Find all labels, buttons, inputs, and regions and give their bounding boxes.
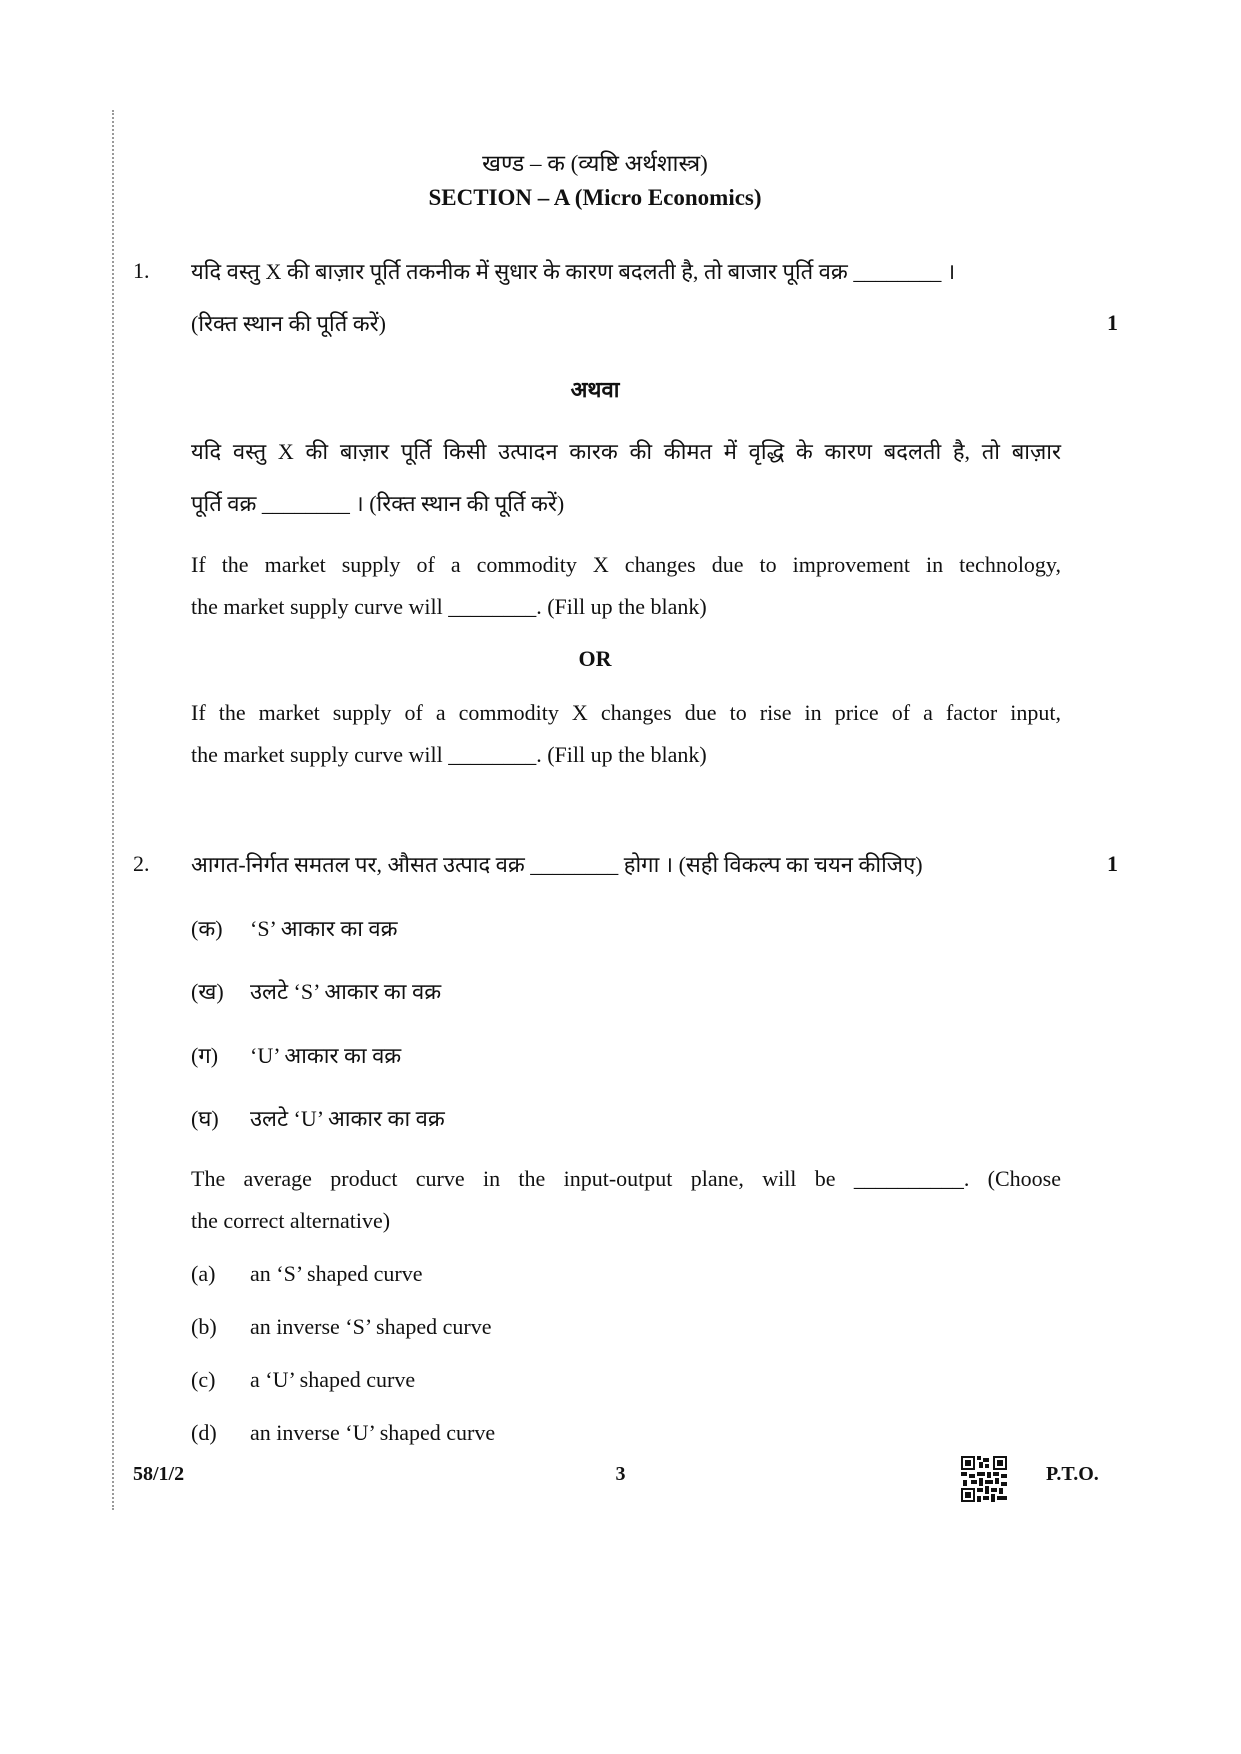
option-english-label: (c) bbox=[191, 1367, 216, 1392]
question-1-hindi-line-2: (रिक्त स्थान की पूर्ति करें) bbox=[191, 311, 386, 336]
option-hindi-text: उलटे ‘S’ आकार का वक्र bbox=[250, 979, 442, 1004]
question-1-english-line-2: the market supply curve will ________. (Fill up the blank) bbox=[191, 594, 707, 619]
option-hindi-label: (ख) bbox=[191, 979, 224, 1004]
question-2-english-line-2: the correct alternative) bbox=[191, 1208, 391, 1233]
option-english-label: (a) bbox=[191, 1261, 216, 1286]
question-2-english-line-1: The average product curve in the input-output plane, will be __________. (Choose bbox=[191, 1166, 1061, 1191]
option-english-label: (b) bbox=[191, 1314, 217, 1339]
question-1-english-alt-line-1: If the market supply of a commodity X changes due to rise in price of a factor input, bbox=[191, 700, 1061, 725]
option-hindi-text: ‘S’ आकार का वक्र bbox=[250, 916, 398, 941]
option-english-text: a ‘U’ shaped curve bbox=[250, 1367, 416, 1392]
question-2-number: 2. bbox=[133, 851, 150, 876]
qr-code-icon bbox=[961, 1456, 1007, 1502]
option-english-text: an ‘S’ shaped curve bbox=[250, 1261, 423, 1286]
option-hindi-text: उलटे ‘U’ आकार का वक्र bbox=[250, 1106, 445, 1131]
question-1-number: 1. bbox=[133, 258, 150, 283]
page-number: 3 bbox=[615, 1463, 626, 1485]
question-2-hindi-text: आगत-निर्गत समतल पर, औसत उत्पाद वक्र ________ होगा । (सही विकल्प का चयन कीजिए) bbox=[191, 852, 923, 877]
question-1-hindi-alt-line-2: पूर्ति वक्र ________ । (रिक्त स्थान की पूर्ति करें) bbox=[191, 491, 565, 516]
or-divider-english: OR bbox=[578, 646, 612, 671]
option-hindi-text: ‘U’ आकार का वक्र bbox=[250, 1043, 402, 1068]
question-1-hindi-alt-line-1: यदि वस्तु X की बाज़ार पूर्ति किसी उत्पादन कारक की कीमत में वृद्धि के कारण बदलती है, तो बाज़ार bbox=[191, 439, 1061, 464]
option-english-label: (d) bbox=[191, 1420, 217, 1445]
option-hindi-label: (ग) bbox=[191, 1043, 219, 1068]
question-2-marks: 1 bbox=[1107, 851, 1118, 876]
question-1-english-alt-line-2: the market supply curve will ________. (Fill up the blank) bbox=[191, 742, 707, 767]
please-turn-over: P.T.O. bbox=[1046, 1463, 1099, 1485]
question-1-hindi-line-1: यदि वस्तु X की बाज़ार पूर्ति तकनीक में सुधार के कारण बदलती है, तो बाजार पूर्ति वक्र ________ । bbox=[191, 259, 956, 284]
margin-security-strip bbox=[112, 110, 124, 1510]
option-english-text: an inverse ‘U’ shaped curve bbox=[250, 1420, 496, 1445]
section-title-hindi: खण्ड – क (व्यष्टि अर्थशास्त्र) bbox=[482, 151, 708, 176]
option-english-text: an inverse ‘S’ shaped curve bbox=[250, 1314, 492, 1339]
option-hindi-label: (क) bbox=[191, 916, 223, 941]
option-hindi-label: (घ) bbox=[191, 1106, 219, 1131]
question-1-marks: 1 bbox=[1107, 310, 1118, 335]
section-title-english: SECTION – A (Micro Economics) bbox=[428, 185, 762, 210]
or-divider-hindi: अथवा bbox=[570, 377, 620, 402]
question-1-english-line-1: If the market supply of a commodity X changes due to improvement in technology, bbox=[191, 552, 1061, 577]
paper-code: 58/1/2 bbox=[133, 1463, 185, 1485]
